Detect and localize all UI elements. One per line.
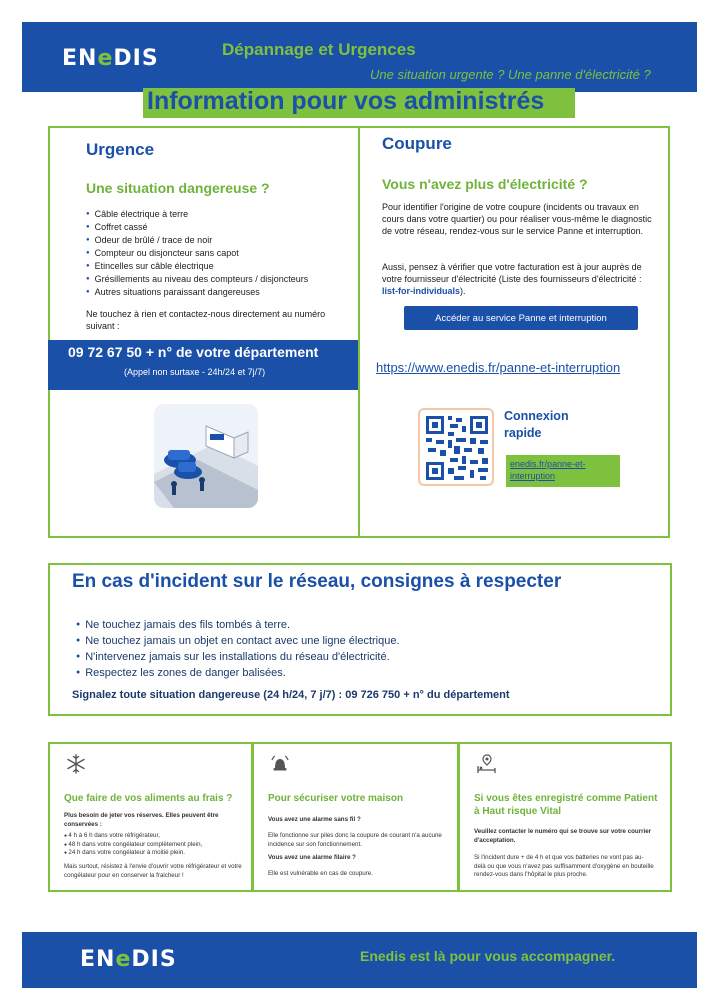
intervention-illustration bbox=[154, 404, 258, 508]
phone-number[interactable]: 09 72 67 50 + n° de votre département bbox=[68, 344, 319, 360]
tip-food-panel bbox=[48, 742, 253, 892]
phone-note: (Appel non surtaxe - 24h/24 et 7j/7) bbox=[124, 367, 266, 377]
list-item: ● 24 h dans votre congélateur à moitié plein. bbox=[64, 849, 244, 858]
list-item: ● Compteur ou disjoncteur sans capot bbox=[86, 247, 308, 260]
tip-patient-title: Si vous êtes enregistré comme Patient à Haut risque Vital bbox=[474, 793, 658, 817]
coupure-title: Coupure bbox=[382, 134, 452, 153]
tip-food-intro: Plus besoin de jeter vos réserves. Elles peuvent être conservées : bbox=[64, 812, 219, 828]
header-title: Dépannage et Urgences bbox=[222, 40, 416, 59]
alarm-icon bbox=[270, 754, 290, 774]
patient-bed-icon bbox=[476, 754, 496, 774]
quick-connect-line2: rapide bbox=[504, 426, 542, 440]
list-item: ● Respectez les zones de danger balisées. bbox=[76, 665, 400, 681]
danger-list bbox=[86, 208, 308, 299]
list-item: ● Etincelles sur câble électrique bbox=[86, 260, 308, 273]
urgence-panel bbox=[48, 126, 360, 538]
tip-patient-panel bbox=[458, 742, 672, 892]
info-banner bbox=[143, 88, 575, 118]
list-item: ● Odeur de brûlé / trace de noir bbox=[86, 234, 308, 247]
tip-home-title: Pour sécuriser votre maison bbox=[268, 793, 404, 804]
tip-home-panel bbox=[252, 742, 459, 892]
tip-home-q2: Vous avez une alarme filaire ? bbox=[268, 854, 356, 861]
list-item: ● Ne touchez jamais des fils tombés à terre. bbox=[76, 617, 400, 633]
list-item: ● N'intervenez jamais sur les installations du réseau d'électricité. bbox=[76, 649, 400, 665]
tip-home-a2: Elle est vulnérable en cas de coupure. bbox=[268, 870, 373, 877]
tip-food-title: Que faire de vos aliments au frais ? bbox=[64, 793, 233, 804]
urgence-title: Urgence bbox=[86, 140, 155, 159]
header-subtitle: Une situation urgente ? Une panne d'électricité ? bbox=[370, 67, 651, 82]
tip-patient-contact: Veuillez contacter le numéro qui se trouve sur votre courrier d'acceptation. bbox=[474, 828, 652, 844]
tip-home-a1: Elle fonctionne sur piles donc la coupure de courant n'a aucune incidence sur son fonctionnement. bbox=[268, 832, 442, 848]
enedis-logo: ENeDIS bbox=[62, 46, 159, 71]
snowflake-icon bbox=[66, 754, 86, 774]
suppliers-link[interactable]: list-for-individuals bbox=[382, 286, 461, 296]
qr-short-link[interactable]: enedis.fr/panne-et-interruption bbox=[506, 455, 620, 487]
list-item: ● 4 h à 6 h dans votre réfrigérateur, bbox=[64, 832, 244, 841]
outage-url-link[interactable]: https://www.enedis.fr/panne-et-interruption bbox=[376, 360, 621, 375]
tip-home-q1: Vous avez une alarme sans fil ? bbox=[268, 816, 361, 823]
quick-connect-line1: Connexion bbox=[504, 409, 569, 423]
list-item: ● Grésillements au niveau des compteurs / disjoncteurs bbox=[86, 273, 308, 286]
list-item: ● 48 h dans votre congélateur complètement plein, bbox=[64, 841, 244, 850]
list-item: ● Ne touchez jamais un objet en contact avec une ligne électrique. bbox=[76, 633, 400, 649]
incident-title: En cas d'incident sur le réseau, consignes à respecter bbox=[72, 571, 562, 592]
tip-food-advice: Mais surtout, résistez à l'envie d'ouvrir votre réfrigérateur et votre congélateur pour en conserver la fraicheur ! bbox=[64, 863, 242, 879]
list-item: ● Câble électrique à terre bbox=[86, 208, 308, 221]
list-item: ● Coffret cassé bbox=[86, 221, 308, 234]
phone-band bbox=[48, 340, 360, 390]
list-item: ● Autres situations paraissant dangereuses bbox=[86, 286, 308, 299]
coupure-paragraph: Pour identifier l'origine de votre coupure (incidents ou travaux en cours dans votre quartier) ou pour réaliser vous-même le diagnostic de votre réseau, rendez-vous sur le service Panne et interruption. bbox=[382, 202, 652, 236]
incident-panel bbox=[48, 563, 672, 716]
billing-paragraph bbox=[382, 261, 660, 297]
billing-text: Aussi, pensez à vérifier que votre facturation est à jour auprès de votre fournisseur d'électricité (Liste des fournisseurs d'électricité : bbox=[382, 262, 642, 284]
info-banner-text: Information pour vos administrés bbox=[147, 87, 545, 115]
incident-signal-text: Signalez toute situation dangereuse (24 h/24, 7 j/7) : 09 726 750 + n° du département bbox=[72, 689, 510, 701]
qr-code[interactable] bbox=[418, 408, 494, 486]
tip-patient-advice: Si l'incident dure + de 4 h et que vos batteries ne vont pas au-delà ou que vous n'avez pas suffisamment d'oxygène en bouteille rendez-vous dans l'hôpital le plus proche. bbox=[474, 854, 654, 879]
access-outage-service-button[interactable]: Accéder au service Panne et interruption bbox=[404, 306, 638, 330]
footer-enedis-logo: ENeDIS bbox=[80, 947, 177, 972]
tip-food-list bbox=[64, 832, 244, 858]
footer-tagline: Enedis est là pour vous accompagner. bbox=[360, 948, 616, 964]
no-electricity-subtitle: Vous n'avez plus d'électricité ? bbox=[382, 176, 588, 192]
danger-subtitle: Une situation dangereuse ? bbox=[86, 180, 270, 196]
billing-text-end: ). bbox=[460, 286, 466, 296]
coupure-panel bbox=[358, 126, 670, 538]
incident-list bbox=[76, 617, 400, 681]
quick-connect-label bbox=[504, 408, 569, 442]
instruction-text: Ne touchez à rien et contactez-nous directement au numéro suivant : bbox=[86, 309, 326, 331]
